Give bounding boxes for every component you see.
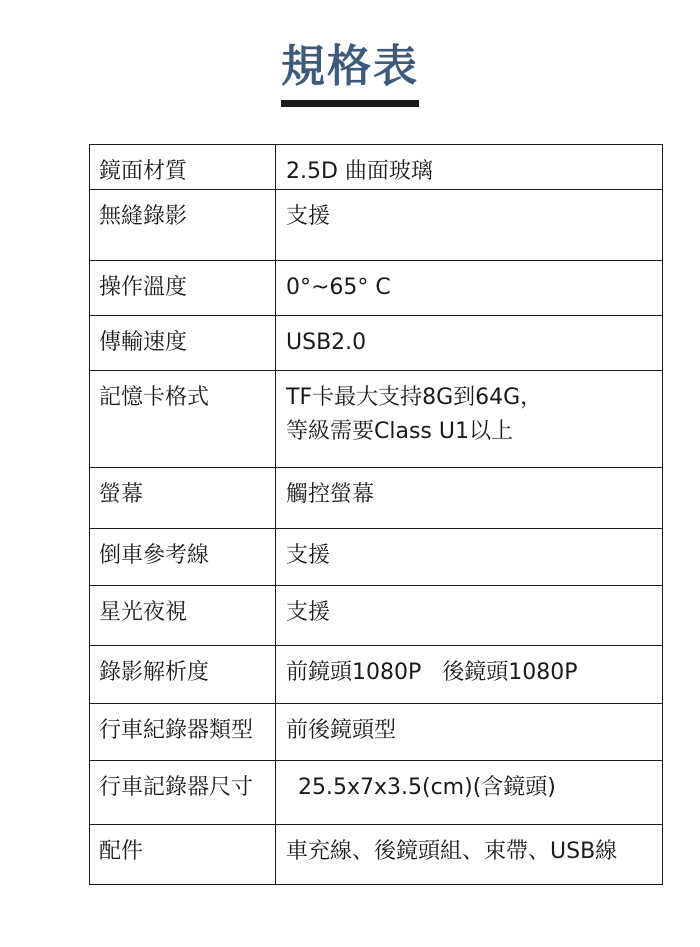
row-value: 車充線、後鏡頭組、束帶、USB線	[276, 825, 663, 885]
row-value: 2.5D 曲面玻璃	[276, 145, 663, 190]
table-row	[90, 825, 663, 885]
table-row	[90, 468, 663, 529]
row-value	[276, 371, 663, 468]
value-line: TF卡最大支持8G到64G，	[286, 385, 543, 410]
row-label: 操作溫度	[90, 261, 276, 316]
row-value: 25.5x7x3.5(cm)(含鏡頭)	[276, 761, 663, 825]
row-value: 支援	[276, 529, 663, 586]
row-label: 螢幕	[90, 468, 276, 529]
row-value: 前鏡頭1080P 後鏡頭1080P	[276, 646, 663, 704]
table-row	[90, 646, 663, 704]
table-row	[90, 261, 663, 316]
row-value: 支援	[276, 190, 663, 261]
table-row	[90, 145, 663, 190]
table-row	[90, 761, 663, 825]
row-value: USB2.0	[276, 316, 663, 371]
row-label: 行車記錄器尺寸	[90, 761, 276, 825]
row-label: 無縫錄影	[90, 190, 276, 261]
title-area	[0, 40, 700, 107]
row-label: 記憶卡格式	[90, 371, 276, 468]
row-label: 傳輸速度	[90, 316, 276, 371]
row-value: 0°~65° C	[276, 261, 663, 316]
table-row	[90, 316, 663, 371]
table-row	[90, 371, 663, 468]
row-label: 配件	[90, 825, 276, 885]
row-label: 錄影解析度	[90, 646, 276, 704]
row-value: 觸控螢幕	[276, 468, 663, 529]
row-label: 倒車參考線	[90, 529, 276, 586]
table-row	[90, 586, 663, 646]
row-value: 前後鏡頭型	[276, 704, 663, 761]
spec-table	[89, 144, 663, 885]
page-title: 規格表	[281, 40, 419, 107]
row-label: 行車紀錄器類型	[90, 704, 276, 761]
table-row	[90, 704, 663, 761]
row-label: 鏡面材質	[90, 145, 276, 190]
table-row	[90, 190, 663, 261]
row-label: 星光夜視	[90, 586, 276, 646]
value-line: 等級需要Class U1以上	[286, 419, 513, 444]
row-value: 支援	[276, 586, 663, 646]
table-row	[90, 529, 663, 586]
